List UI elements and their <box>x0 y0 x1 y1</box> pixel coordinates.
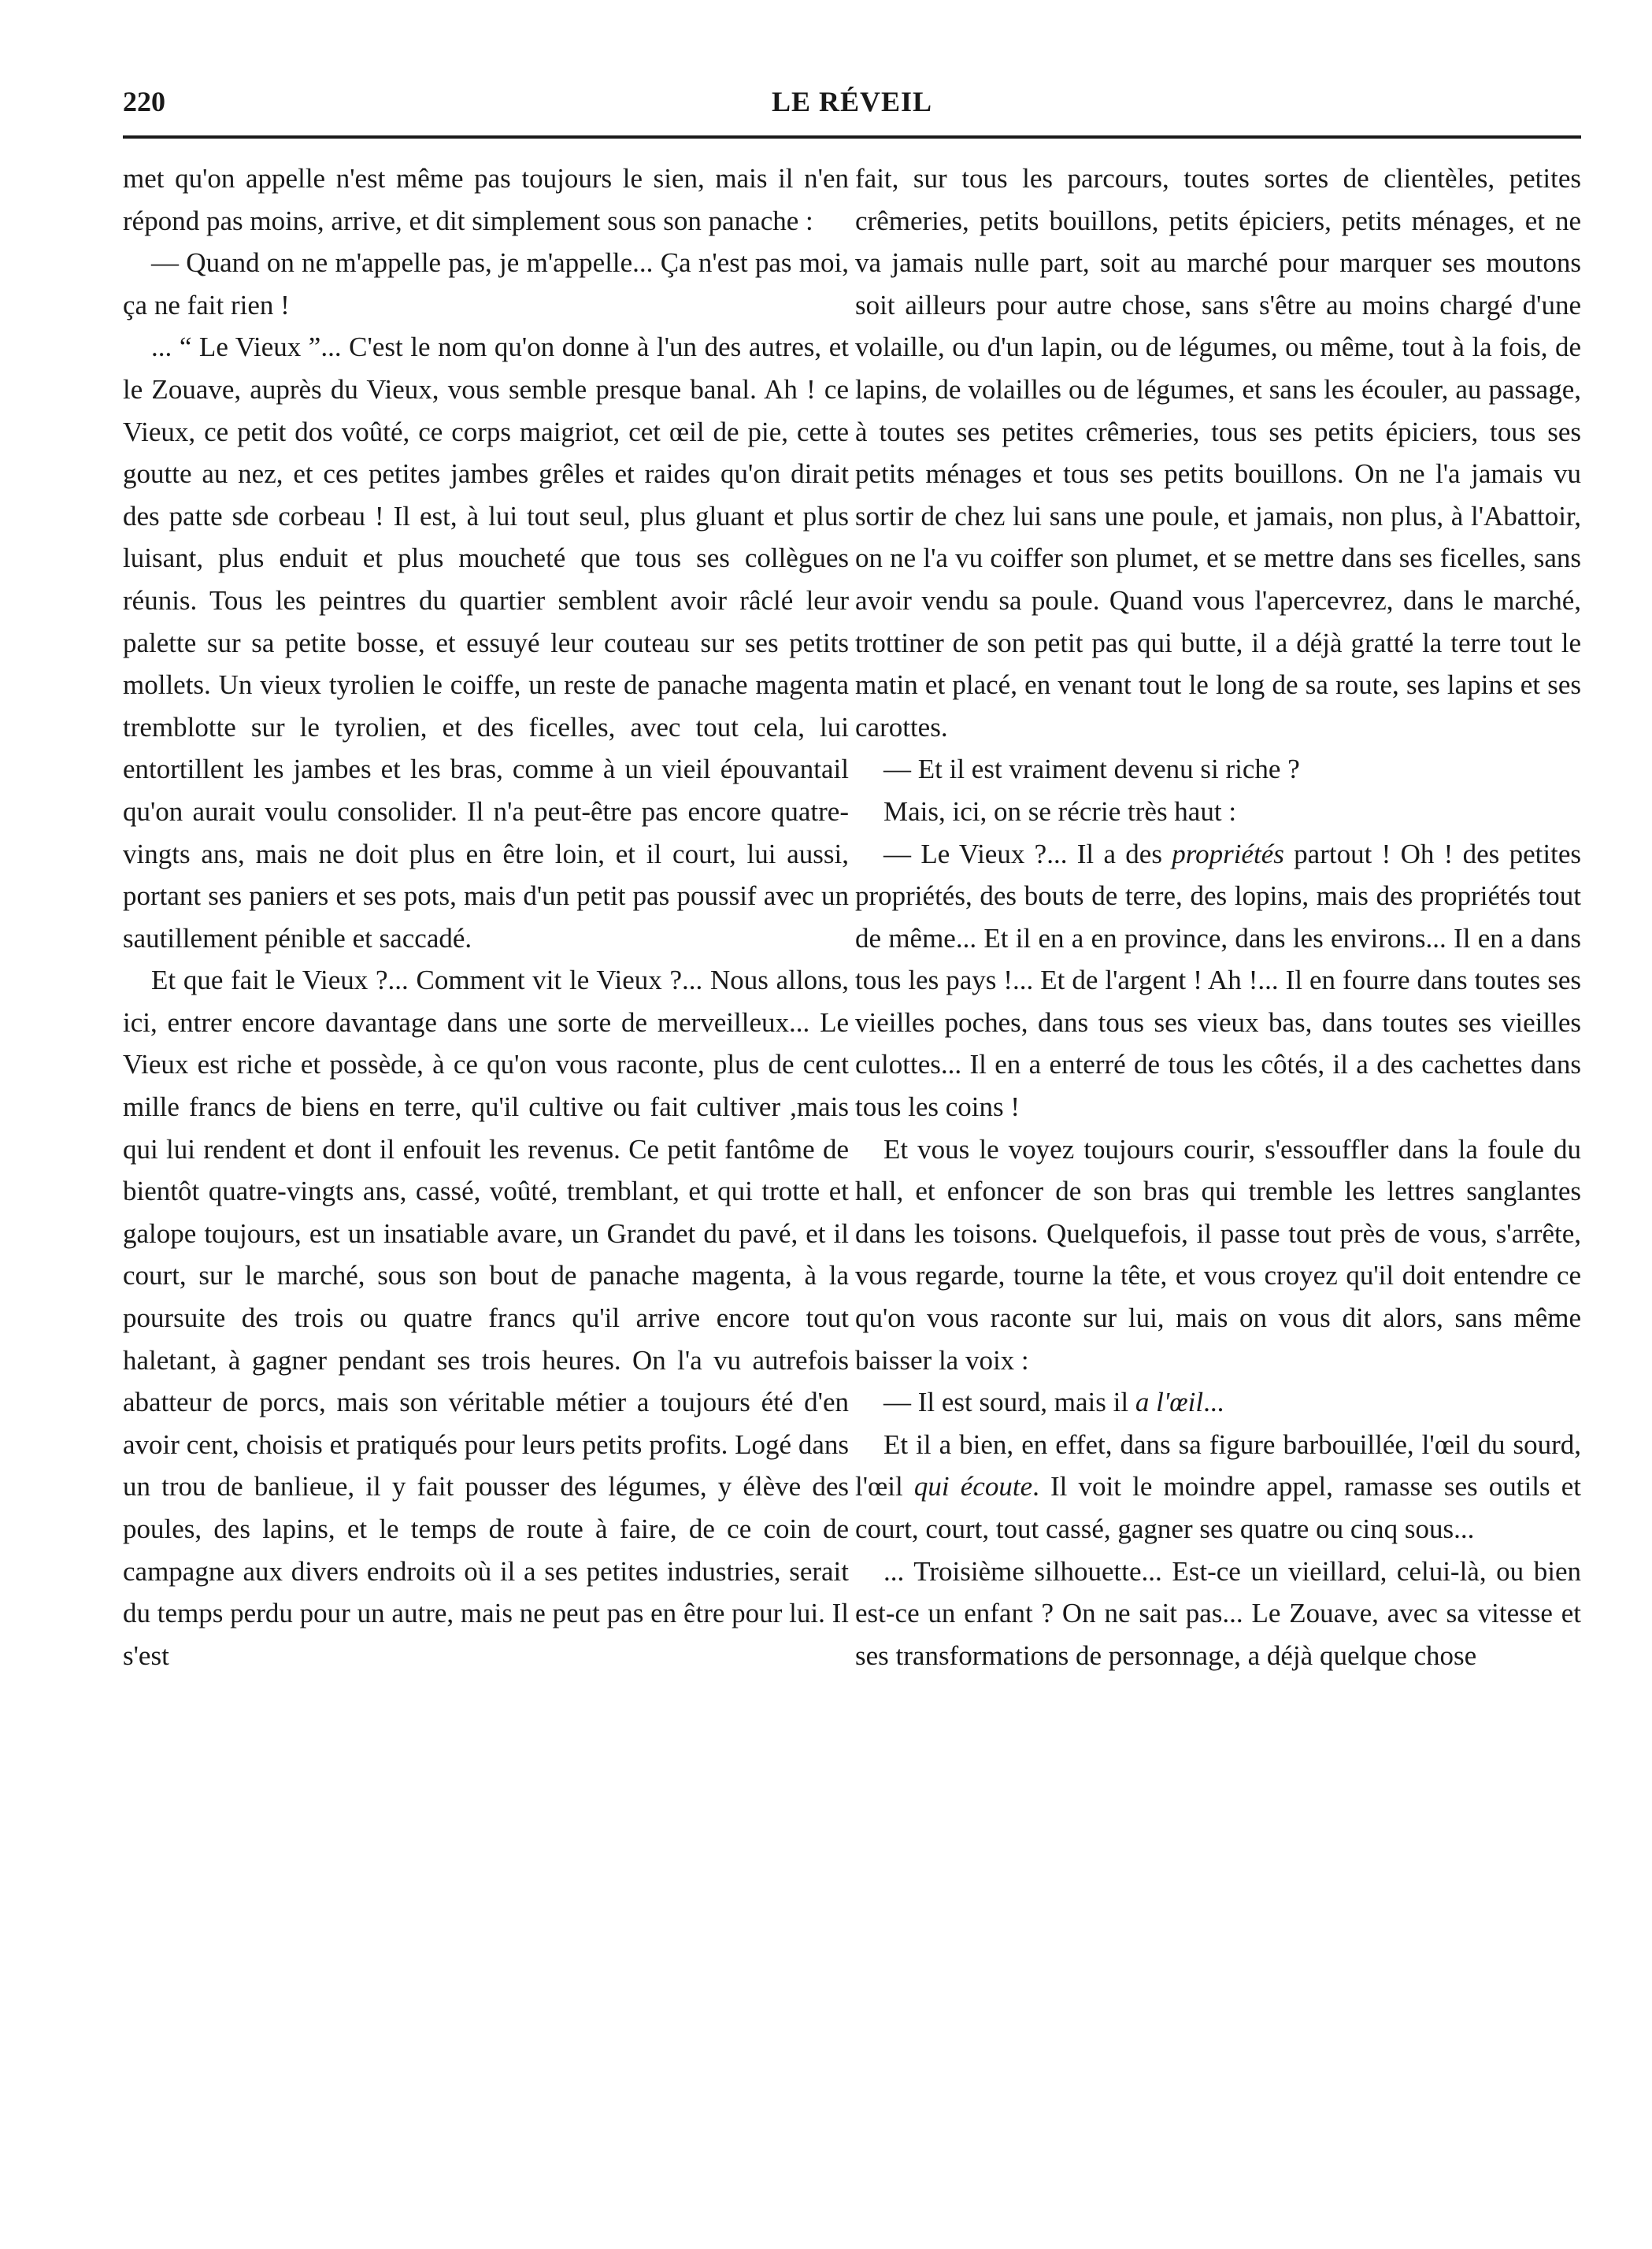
paragraph: ... Troisième silhouette... Est-ce un vieillard, celui-là, ou bien est-ce un enfant ? On ne sait pas... Le Zouave, avec sa vitesse et ses transformations de personnage, a déjà quelque chose <box>855 1555 1581 1671</box>
paragraph: met qu'on appelle n'est même pas toujours le sien, mais il n'en répond pas moins, arrive, et dit simplement sous son panache : <box>123 163 849 236</box>
text-run: — Il est sourd, mais il <box>883 1387 1135 1418</box>
paragraph <box>855 1381 1581 1424</box>
page-number: 220 <box>123 86 165 117</box>
paragraph: ... “ Le Vieux ”... C'est le nom qu'on donne à l'un des autres, et le Zouave, auprès du Vieux, vous semble presque banal. Ah ! ce Vieux, ce petit dos voûté, ce corps maigriot, cet œil de pie, cette goutte au nez, et ces petites jambes grêles et raides qu'on dirait des patte sde corbeau ! Il est, à lui tout seul, plus gluant et plus luisant, plus enduit et plus moucheté que tous ses collègues réunis. Tous les peintres du quartier semblent avoir râclé leur palette sur sa petite bosse, et essuyé leur couteau sur ses petits mollets. Un vieux tyrolien le coiffe, un reste de panache magenta tremblotte sur le tyrolien, et des ficelles, avec tout cela, lui entortillent les jambes et les bras, comme à un vieil épouvantail qu'on aurait voulu consolider. Il n'a peut-être pas encore quatre-vingts ans, mais ne doit plus en être loin, et il court, lui aussi, portant ses paniers et ses pots, mais d'un petit pas poussif avec un sautillement pénible et saccadé. <box>123 332 849 954</box>
paragraph: — Quand on ne m'appelle pas, je m'appelle... Ça n'est pas moi, ça ne fait rien ! <box>123 247 849 320</box>
text-run: . Il voit le moindre appel, ramasse ses outils et court, court, tout cassé, gagner ses quatre ou cinq sous... <box>855 1471 1581 1544</box>
paragraph: Et vous le voyez toujours courir, s'essouffler dans la foule du hall, et enfoncer de son bras qui tremble les lettres sanglantes dans les toisons. Quelquefois, il passe tout près de vous, s'arrête, vous regarde, tourne la tête, et vous croyez qu'il doit entendre ce qu'on vous raconte sur lui, mais on vous dit alors, sans même baisser la voix : <box>855 1133 1581 1376</box>
italic-text: propriétés <box>1172 838 1284 869</box>
paragraph: Et que fait le Vieux ?... Comment vit le Vieux ?... Nous allons, ici, entrer encore davantage dans une sorte de merveilleux... Le Vieux est riche et possède, à ce qu'on vous raconte, plus de cent mille francs de biens en terre, qu'il cultive ou fait cultiver ,mais qui lui rendent et dont il enfouit les revenus. Ce petit fantôme de bientôt quatre-vingts ans, cassé, voûté, tremblant, et qui trotte et galope toujours, est un insatiable avare, un Grandet du pavé, et il court, sur le marché, sous son bout de panache magenta, à la poursuite des trois ou quatre francs qu'il arrive encore tout haletant, à gagner pendant ses trois heures. On l'a vu autrefois abatteur de porcs, mais son véritable métier a toujours été d'en avoir cent, choisis et pratiqués pour leurs petits profits. Logé dans un trou de banlieue, il y fait pousser des légumes, y élève des poules, des lapins, et le temps de route à faire, de ce coin de campagne aux divers endroits où il a ses petites industries, serait du temps perdu pour un autre, mais ne peut pas en être pour lui. Il s'est <box>123 965 849 1671</box>
paragraph: Mais, ici, on se récrie très haut : <box>883 795 1237 827</box>
running-title: LE RÉVEIL <box>771 86 933 117</box>
header-rule <box>123 135 1581 139</box>
text-run: — Le Vieux ?... Il a des <box>883 838 1172 869</box>
text-run: ... <box>1203 1387 1224 1418</box>
paragraph <box>855 833 1581 1128</box>
page-header <box>123 85 1581 123</box>
paragraph: — Et il est vraiment devenu si riche ? <box>883 754 1300 785</box>
left-column <box>123 157 849 1677</box>
text-run: Et il a bien, en effet, dans sa figure barbouillée, l'œil du sourd, l'œil <box>855 1428 1581 1502</box>
italic-text: qui écoute <box>913 1471 1033 1502</box>
paragraph: fait, sur tous les parcours, toutes sortes de clientèles, petites crêmeries, petits bouillons, petits épiciers, petits ménages, et ne va jamais nulle part, soit au marché pour marquer ses moutons soit ailleurs pour autre chose, sans s'être au moins chargé d'une volaille, ou d'un lapin, ou de légumes, ou même, tout à la fois, de lapins, de volailles ou de légumes, et sans les écouler, au passage, à toutes ses petites crêmeries, tous ses petits épiciers, tous ses petits ménages et tous ses petits bouillons. On ne l'a jamais vu sortir de chez lui sans une poule, et jamais, non plus, à l'Abattoir, on ne l'a vu coiffer son plumet, et se mettre dans ses ficelles, sans avoir vendu sa poule. Quand vous l'apercevrez, dans le marché, trottiner de son petit pas qui butte, il a déjà gratté la terre tout le matin et placé, en venant tout le long de sa route, ses lapins et ses carottes. <box>855 163 1581 743</box>
text-run: partout ! Oh ! des petites propriétés, des bouts de terre, des lopins, mais des propriétés tout de même... Et il en a en province, dans les environs... Il en a dans tous les pays !... Et de l'argent ! Ah !... Il en fourre dans toutes ses vieilles poches, dans tous ses vieux bas, dans toutes ses vieilles culottes... Il en a enterré de tous les côtés, il a des cachettes dans tous les coins ! <box>855 838 1581 1123</box>
italic-text: a l'œil <box>1135 1387 1204 1418</box>
right-column <box>855 157 1581 1677</box>
paragraph <box>855 1424 1581 1551</box>
